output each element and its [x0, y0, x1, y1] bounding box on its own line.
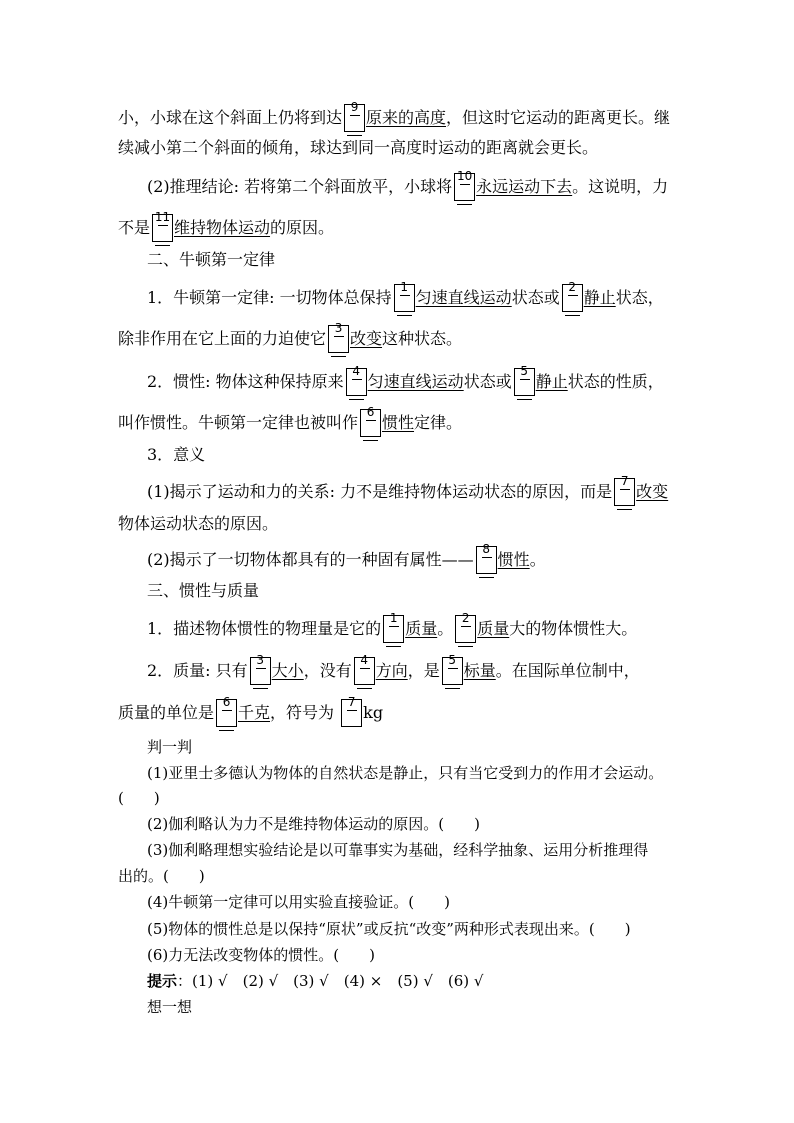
- text-line: 物体运动状态的原因。: [118, 514, 279, 533]
- text-line: 1．描述物体惯性的物理量是它的 1 质量。 2 质量大的物体惯性大。: [147, 615, 637, 643]
- text-line: (2)推理结论: 若将第二个斜面放平，小球将 10 永远运动下去。这说明，力: [147, 173, 668, 201]
- answer-blank: 2: [455, 615, 476, 643]
- answer-text: 原来的高度: [366, 108, 447, 127]
- text-line: 不是 11 维持物体运动的原因。: [118, 214, 334, 242]
- subheading: 3．意义: [147, 445, 206, 464]
- think-title: 想一想: [147, 998, 193, 1016]
- answer-blank: 1: [383, 615, 404, 643]
- text-line: 质量的单位是 6 千克，符号为 7 kg: [118, 699, 383, 727]
- judge-item: (3)伽利略理想实验结论是以可靠事实为基础，经科学抽象、运用分析推理得: [147, 841, 649, 859]
- section-heading: 三、惯性与质量: [147, 581, 260, 600]
- text-line: 除非作用在它上面的力迫使它 3 改变这种状态。: [118, 325, 462, 353]
- answer-blank: 8: [476, 546, 497, 574]
- answer-blank: 3: [250, 657, 271, 685]
- answer-blank: 4: [354, 657, 375, 685]
- answer-blank: 7: [614, 478, 635, 506]
- judge-item: 出的。( ): [118, 867, 205, 885]
- hint-answers: ：(1) √ (2) √ (3) √ (4) × (5) √ (6) √: [177, 972, 484, 990]
- answer-blank: 1: [394, 284, 415, 312]
- answer-blank: 7: [341, 699, 362, 727]
- text-line: (2)揭示了一切物体都具有的一种固有属性—— 8 惯性。: [147, 546, 546, 574]
- text-line: 叫作惯性。牛顿第一定律也被叫作 6 惯性定律。: [118, 409, 462, 437]
- judge-item: (1)亚里士多德认为物体的自然状态是静止，只有当它受到力的作用才会运动。: [147, 764, 664, 782]
- judge-item: (2)伽利略认为力不是维持物体运动的原因。( ): [147, 815, 480, 833]
- answer-blank: 9: [344, 104, 365, 132]
- judge-item: (4)牛顿第一定律可以用实验直接验证。( ): [147, 893, 450, 911]
- answer-blank: 2: [562, 284, 583, 312]
- text-line: 2．惯性: 物体这种保持原来 4 匀速直线运动状态或 5 静止状态的性质，: [147, 368, 664, 396]
- answer-blank: 3: [328, 325, 349, 353]
- text-line: 1．牛顿第一定律: 一切物体总保持 1 匀速直线运动状态或 2 静止状态，: [147, 284, 664, 312]
- answer-blank: 5: [514, 368, 535, 396]
- judge-title: 判一判: [147, 738, 193, 756]
- text-line: (1)揭示了运动和力的关系: 力不是维持物体运动状态的原因，而是 7 改变: [147, 478, 668, 506]
- judge-item: (5)物体的惯性总是以保持“原状”或反抗“改变”两种形式表现出来。( ): [147, 920, 631, 938]
- text-line: 小，小球在这个斜面上仍将到达 9 原来的高度，但这时它运动的距离更长。继: [118, 104, 670, 132]
- answer-blank: 11: [152, 214, 173, 242]
- answer-blank: 4: [346, 368, 367, 396]
- hint-label: 提示: [147, 972, 178, 990]
- text: 小，小球在这个斜面上仍将到达: [118, 108, 343, 127]
- hint-line: [147, 970, 483, 992]
- text-line: 2．质量: 只有 3 大小，没有 4 方向，是 5 标量。在国际单位制中，: [147, 657, 640, 685]
- judge-item: (6)力无法改变物体的惯性。( ): [147, 946, 375, 964]
- judge-blank: ( ): [118, 789, 160, 807]
- answer-blank: 5: [442, 657, 463, 685]
- answer-blank: 10: [454, 173, 475, 201]
- answer-blank: 6: [360, 409, 381, 437]
- text-line: 续减小第二个斜面的倾角，球达到同一高度时运动的距离就会更长。: [118, 138, 599, 157]
- answer-blank: 6: [216, 699, 237, 727]
- section-heading: 二、牛顿第一定律: [147, 250, 276, 269]
